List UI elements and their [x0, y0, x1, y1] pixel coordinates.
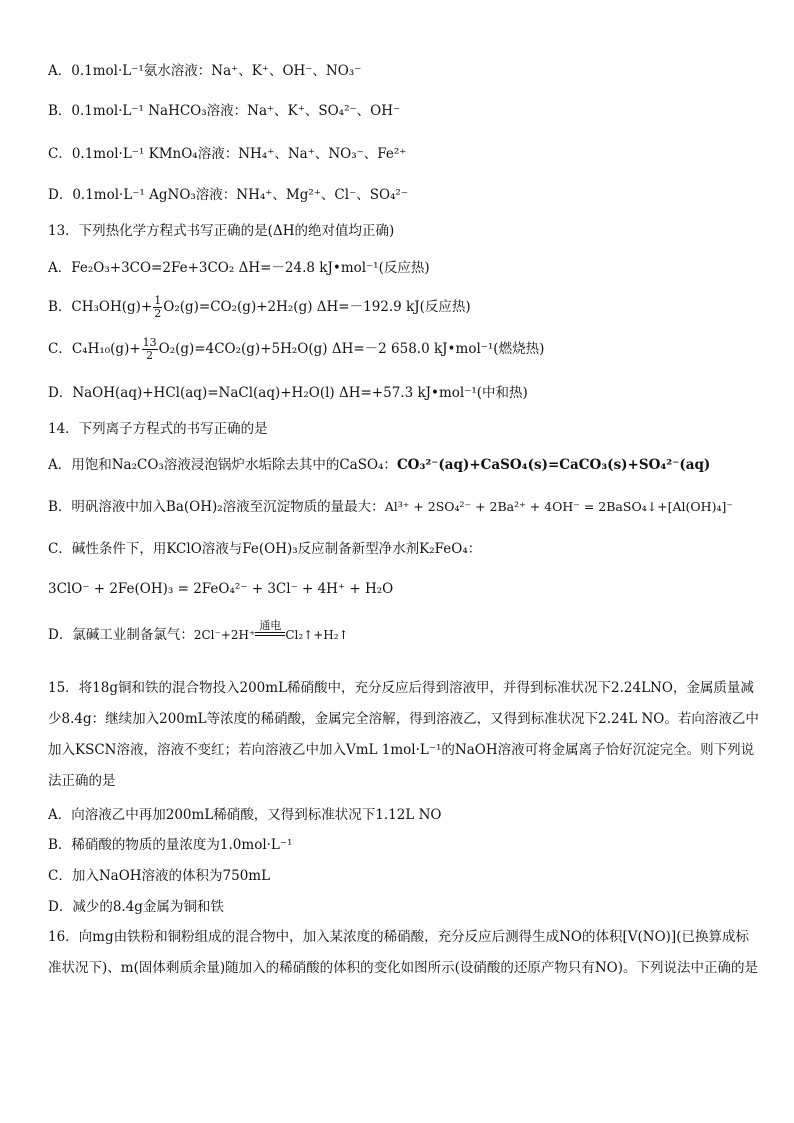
- q13-option-c-fraction: $\frac{13}{2}$: [142, 336, 157, 362]
- q13-option-c: [48, 337, 544, 362]
- q14-option-d-text: D．氯碱工业制备氯气：: [48, 627, 194, 643]
- q14-option-b-equation: Al³⁺ + 2SO₄²⁻ + 2Ba²⁺ + 4OH⁻ = 2BaSO₄↓+[Al(OH)₄]⁻: [384, 499, 733, 514]
- q13-option-c-pre: C．C₄H₁₀(g)+: [48, 341, 141, 357]
- q14-option-d-right: Cl₂↑+H₂↑: [285, 628, 349, 642]
- q14-electrolysis-condition: 通电: [259, 618, 282, 632]
- q14-option-a-equation: CO₃²⁻(aq)+CaSO₄(s)=CaCO₃(s)+SO₄²⁻(aq): [396, 457, 711, 473]
- q14-option-a: [48, 456, 710, 474]
- q15-option-c: C．加入NaOH溶液的体积为750mL: [48, 868, 271, 884]
- q12-option-a: A．0.1mol·L⁻¹氨水溶液：Na⁺、K⁺、OH⁻、NO₃⁻: [48, 63, 362, 79]
- q15-stem: 15．将18g铜和铁的混合物投入200mL稀硝酸中，充分反应后得到溶液甲，并得到标准状况下2.24LNO，金属质量减少8.4g：继续加入200mL等浓度的稀硝酸，金属完全溶解，得到溶液乙，又得到标准状况下2.24L NO。若向溶液乙中加入KSCN溶液，溶液不变红；若向溶液乙中加入VmL 1mol·L⁻¹的NaOH溶液可将金属离子恰好沉淀完全。则下列说法正确的是: [48, 680, 759, 789]
- q13-option-b-fraction: $\frac{1}{2}$: [154, 294, 162, 320]
- q15-option-d: D．减少的8.4g金属为铜和铁: [48, 899, 224, 915]
- q12-option-d: D．0.1mol·L⁻¹ AgNO₃溶液：NH₄⁺、Mg²⁺、Cl⁻、SO₄²⁻: [48, 187, 408, 203]
- q13-option-b-pre: B．CH₃OH(g)+: [48, 299, 153, 315]
- q13-stem: 13．下列热化学方程式书写正确的是(ΔH的绝对值均正确): [48, 223, 395, 239]
- q14-stem: 14．下列离子方程式的书写正确的是: [48, 421, 268, 437]
- q14-option-b: [48, 498, 733, 516]
- q13-option-b: [48, 295, 471, 320]
- q14-option-c-equation: 3ClO⁻ + 2Fe(OH)₃ = 2FeO₄²⁻ + 3Cl⁻ + 4H⁺ + H₂O: [48, 581, 394, 597]
- q14-option-c: C．碱性条件下，用KClO溶液与Fe(OH)₃反应制备新型净水剂K₂FeO₄：: [48, 541, 482, 557]
- q12-option-b: B．0.1mol·L⁻¹ NaHCO₃溶液：Na⁺、K⁺、SO₄²⁻、OH⁻: [48, 103, 401, 119]
- q14-option-b-text: B．明矾溶液中加入Ba(OH)₂溶液至沉淀物质的量最大：: [48, 499, 385, 515]
- q13-option-b-post: O₂(g)=CO₂(g)+2H₂(g) ΔH=－192.9 kJ(反应热): [163, 299, 471, 315]
- q14-option-a-text: A．用饱和Na₂CO₃溶液浸泡锅炉水垢除去其中的CaSO₄：: [48, 457, 397, 473]
- q13-option-c-post: O₂(g)=4CO₂(g)+5H₂O(g) ΔH=－2 658.0 kJ•mol⁻¹(燃烧热): [158, 341, 545, 357]
- q14-option-d-left: 2Cl⁻+2H⁺: [193, 628, 256, 642]
- q15-option-a: A．向溶液乙中再加200mL稀硝酸，又得到标准状况下1.12L NO: [48, 807, 442, 823]
- q13-option-a: A．Fe₂O₃+3CO=2Fe+3CO₂ ΔH=－24.8 kJ•mol⁻¹(反应热): [48, 260, 430, 276]
- q15-option-b: B．稀硝酸的物质的量浓度为1.0mol·L⁻¹: [48, 837, 293, 853]
- q14-option-d: [48, 618, 349, 644]
- q13-option-d: D．NaOH(aq)+HCl(aq)=NaCl(aq)+H₂O(l) ΔH=+57.3 kJ•mol⁻¹(中和热): [48, 385, 528, 401]
- q12-option-c: C．0.1mol·L⁻¹ KMnO₄溶液：NH₄⁺、Na⁺、NO₃⁻、Fe²⁺: [48, 146, 407, 162]
- q16-stem: 16．向mg由铁粉和铜粉组成的混合物中，加入某浓度的稀硝酸，充分反应后测得生成NO的体积[V(NO)](已换算成标准状况下)、m(固体剩质余量)随加入的稀硝酸的体积的变化如图所示(设硝酸的还原产物只有NO)。下列说法中正确的是: [48, 929, 759, 976]
- q14-electrolysis-arrow: [255, 620, 285, 636]
